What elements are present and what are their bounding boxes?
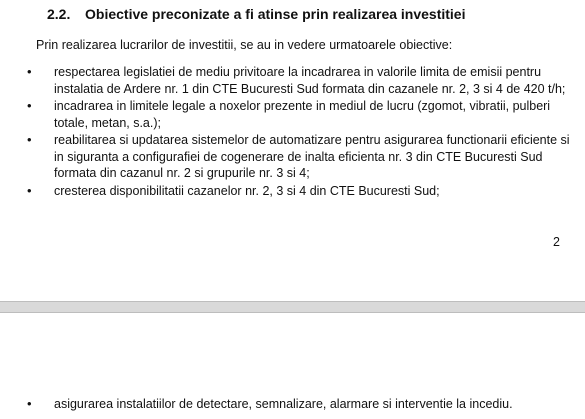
next-page-list: [27, 396, 572, 413]
list-item-text: asigurarea instalatiilor de detectare, semnalizare, alarmare si interventie la incediu.: [54, 397, 513, 411]
list-item: [27, 183, 572, 200]
list-item-text: cresterea disponibilitatii cazanelor nr. 2, 3 si 4 din CTE Bucuresti Sud;: [54, 183, 440, 198]
bullet-icon: •: [27, 132, 32, 147]
list-item: [27, 98, 572, 131]
list-item: [27, 132, 572, 182]
bullet-icon: •: [27, 182, 32, 198]
page-number: 2: [553, 235, 560, 249]
page-separator: [0, 301, 585, 313]
bullet-icon: •: [27, 98, 32, 113]
intro-paragraph: Prin realizarea lucrarilor de investitii, se au in vedere urmatoarele obiective:: [36, 38, 453, 52]
section-title: Obiective preconizate a fi atinse prin realizarea investitiei: [85, 6, 466, 22]
list-item-text: incadrarea in limitele legale a noxelor prezente in mediul de lucru (zgomot, vibratii, pulberi totale, metan, s.a.);: [54, 99, 551, 130]
section-heading: [47, 6, 465, 22]
list-item-text: respectarea legislatiei de mediu privitoare la incadrarea in valorile limita de emisii pentru instalatia de Ardere nr. 1 din CTE Bucuresti Sud formata din cazanele nr. 2, 3 si 4 de 420 t/h;: [54, 65, 566, 96]
bullet-icon: •: [27, 396, 32, 411]
objectives-list: [27, 64, 572, 200]
bullet-icon: •: [27, 64, 32, 79]
list-item: [27, 396, 572, 413]
section-number: 2.2.: [47, 6, 71, 22]
list-item: [27, 64, 572, 97]
list-item-text: reabilitarea si updatarea sistemelor de automatizare pentru asigurarea functionarii eficiente si in siguranta a configurafiei de cogenerare de inalta eficienta nr. 3 din CTE Bucuresti Sud formata din cazanul nr. 2 si grupurile nr. 3 si 4;: [54, 133, 570, 180]
